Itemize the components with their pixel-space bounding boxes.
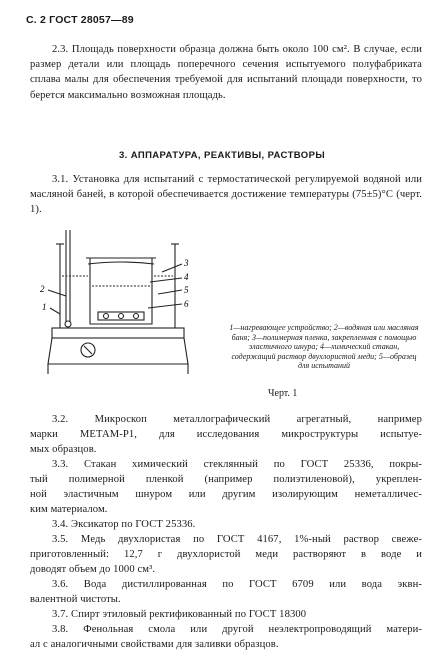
paragraph-3-1: 3.1. Установка для испытаний с термостатической регулируемой водяной или масляной баней, в которой обеспечивается достижение температуры (75±5)°С (черт. 1). xyxy=(30,174,422,216)
text-line: 3.7. Спирт этиловый ректификованный по ГОСТ 18300 xyxy=(52,609,307,620)
paragraphs-3-2-to-3-8 xyxy=(30,412,422,652)
text-line: ал с аналогичными свойствами для заливки образцов. xyxy=(30,639,279,650)
text-line: 3.2. Микроскоп металлографический агрегатный, например xyxy=(52,414,422,425)
text-line: тый полимерной пленкой (например полиэтиленовой), укреплен- xyxy=(30,474,422,485)
figure-label-1: 1 xyxy=(42,302,47,312)
text-line: доводят объем до 1000 см³. xyxy=(30,564,156,575)
figure-label-3: 3 xyxy=(184,258,189,268)
section-heading: 3. АППАРАТУРА, РЕАКТИВЫ, РАСТВОРЫ xyxy=(118,150,326,161)
text-line: ким материалом. xyxy=(30,504,108,515)
text-line: 3.3. Стакан химический стеклянный по ГОСТ 25336, покры- xyxy=(52,459,422,470)
text-line: 3.6. Вода дистиллированная по ГОСТ 6709 или вода эквн- xyxy=(52,579,422,590)
apparatus-drawing xyxy=(40,224,220,394)
text-line: валентной чистоты. xyxy=(30,594,121,605)
text-line: 3.8. Фенольная смола или другой неэлектропроводящий матери- xyxy=(52,624,422,635)
text-line: 3.5. Медь двухлористая по ГОСТ 4167, 1%-ный раствор свеже- xyxy=(52,534,422,545)
figure-label-6: 6 xyxy=(184,299,189,309)
figure-label-4: 4 xyxy=(184,272,189,282)
figure-label-2: 2 xyxy=(40,284,45,294)
apparatus-figure xyxy=(40,224,220,394)
page-header: С. 2 ГОСТ 28057—89 xyxy=(26,14,134,26)
text-line: 3.4. Эксикатор по ГОСТ 25336. xyxy=(52,519,196,530)
figure-caption: Черт. 1 xyxy=(268,388,298,399)
figure-label-5: 5 xyxy=(184,285,189,295)
text-line: мых образцов. xyxy=(30,444,97,455)
text-line: ной эластичным шнуром или другим изолирующим неметалличес- xyxy=(30,489,422,500)
text-line: марки МЕТАМ-Р1, для исследования микроструктуры испытуе- xyxy=(30,429,422,440)
paragraph-2-3: 2.3. Площадь поверхности образца должна быть около 100 см². В случае, если размер детали или площадь поперечного сечения испытуемого полуфабриката сплава малы для обеспечения требуемой для испытаний площади поверхности, то берется максимально возможная площадь. xyxy=(30,44,422,101)
figure-legend: 1—нагревающее устройство; 2—водяная или масляная баня; 3—полимерная пленка, закрепленная с помощью эластичного шнура; 4—химический стакан, содержащий раствор двухлористой меди; 5—образец для испытаний xyxy=(229,323,419,370)
text-line: приготовленный: 12,7 г двухлористой меди растворяют в воде и xyxy=(30,549,422,560)
